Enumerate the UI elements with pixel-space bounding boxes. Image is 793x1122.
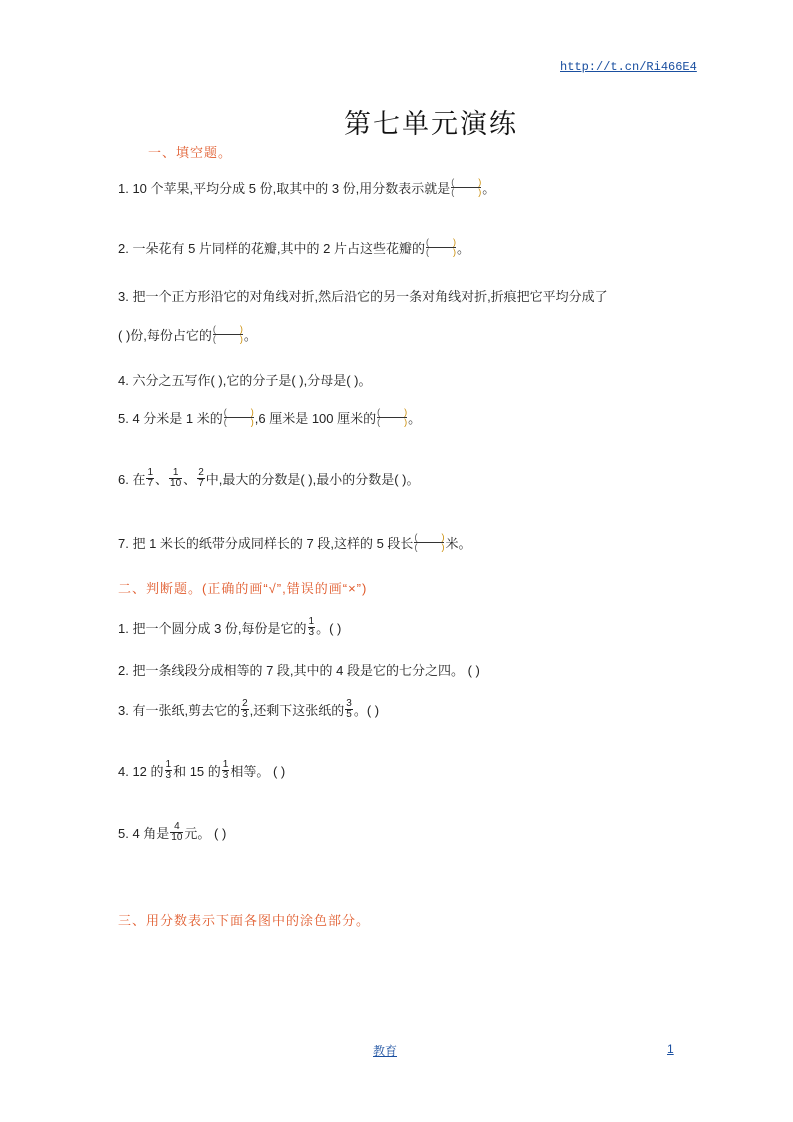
question-2 [118, 238, 470, 257]
question-3-cont [118, 325, 257, 344]
question-text: 。( ) [353, 703, 380, 718]
question-text: 6. 在 [118, 472, 146, 487]
question-text: ,6 厘米是 100 厘米的 [254, 411, 377, 426]
fraction: $\frac{1}{10}$ [170, 467, 182, 489]
blank-fraction[interactable]: ( ) ( ) [425, 237, 456, 257]
question-text: 相等。 ( ) [230, 764, 286, 779]
footer-label[interactable]: 教育 [373, 1044, 398, 1058]
question-text: 1. 把一个圆分成 3 份,每份是它的 [118, 621, 307, 636]
question-text: 。 [408, 411, 422, 426]
fraction: $\frac{1}{3}$ [165, 759, 172, 781]
question-4 [118, 370, 372, 389]
blank-fraction[interactable]: ( ) ( ) [377, 407, 408, 427]
question-6 [118, 468, 420, 489]
question-text: 元。 ( ) [184, 826, 227, 841]
question-text: 。 [456, 241, 470, 256]
fraction: $\frac{4}{10}$ [171, 821, 183, 843]
judge-3 [118, 699, 379, 720]
fraction: $\frac{2}{7}$ [198, 467, 204, 489]
question-text: 3. 有一张纸,剪去它的 [118, 703, 241, 718]
judge-4 [118, 760, 285, 781]
fraction: $\frac{1}{3}$ [222, 759, 229, 781]
question-text: 5. 4 分米是 1 米的 [118, 411, 223, 426]
fraction: $\frac{2}{3}$ [242, 698, 248, 720]
question-text: 4. 六分之五写作( ),它的分子是( ),分母是( )。 [118, 373, 372, 388]
question-text: 和 15 的 [173, 764, 221, 779]
judge-2 [118, 660, 480, 679]
question-5 [118, 408, 421, 427]
question-1 [118, 178, 495, 197]
question-text: 4. 12 的 [118, 764, 164, 779]
fraction: $\frac{3}{5}$ [346, 698, 352, 720]
question-text: 2. 把一条线段分成相等的 7 段,其中的 4 段是它的七分之四。 ( ) [118, 663, 480, 678]
judge-5 [118, 822, 226, 843]
question-7 [118, 533, 471, 552]
blank-fraction[interactable]: ( ) ( ) [414, 532, 445, 552]
question-text: 。( ) [316, 621, 342, 636]
blank-fraction[interactable]: ( ) ( ) [212, 324, 243, 344]
blank-fraction[interactable]: ( ) ( ) [451, 177, 482, 197]
question-text: 。 [243, 328, 257, 343]
section-shaded-fractions: 三、用分数表示下面各图中的涂色部分。 [118, 913, 371, 928]
blank-fraction[interactable]: ( ) ( ) [223, 407, 254, 427]
question-text: 米。 [445, 536, 472, 551]
page-number: 1 [667, 1042, 674, 1056]
question-text: 1. 10 个苹果,平均分成 5 份,取其中的 3 份,用分数表示就是 [118, 181, 451, 196]
section-true-false: 二、判断题。(正确的画“√”,错误的画“×”) [118, 581, 368, 596]
judge-1 [118, 617, 341, 638]
question-text: 5. 4 角是 [118, 826, 170, 841]
page-title: 第七单元演练 [344, 109, 518, 140]
fraction: $\frac{1}{3}$ [308, 616, 315, 638]
question-text: ( )份,每份占它的 [118, 328, 212, 343]
section-fill-blank: 一、填空题。 [148, 145, 233, 160]
question-text: 7. 把 1 米长的纸带分成同样长的 7 段,这样的 5 段长 [118, 536, 414, 551]
question-text: 。 [482, 181, 496, 196]
question-text: 中,最大的分数是( ),最小的分数是( )。 [205, 472, 420, 487]
question-text: 3. 把一个正方形沿它的对角线对折,然后沿它的另一条对角线对折,折痕把它平均分成了 [118, 289, 608, 304]
fraction: $\frac{1}{7}$ [147, 467, 154, 489]
question-text: ,还剩下这张纸的 [249, 703, 345, 718]
header-url[interactable]: http://t.cn/Ri466E4 [560, 60, 697, 74]
separator: 、 [183, 472, 197, 487]
question-text: 2. 一朵花有 5 片同样的花瓣,其中的 2 片占这些花瓣的 [118, 241, 425, 256]
question-3 [118, 286, 608, 305]
separator: 、 [155, 472, 169, 487]
